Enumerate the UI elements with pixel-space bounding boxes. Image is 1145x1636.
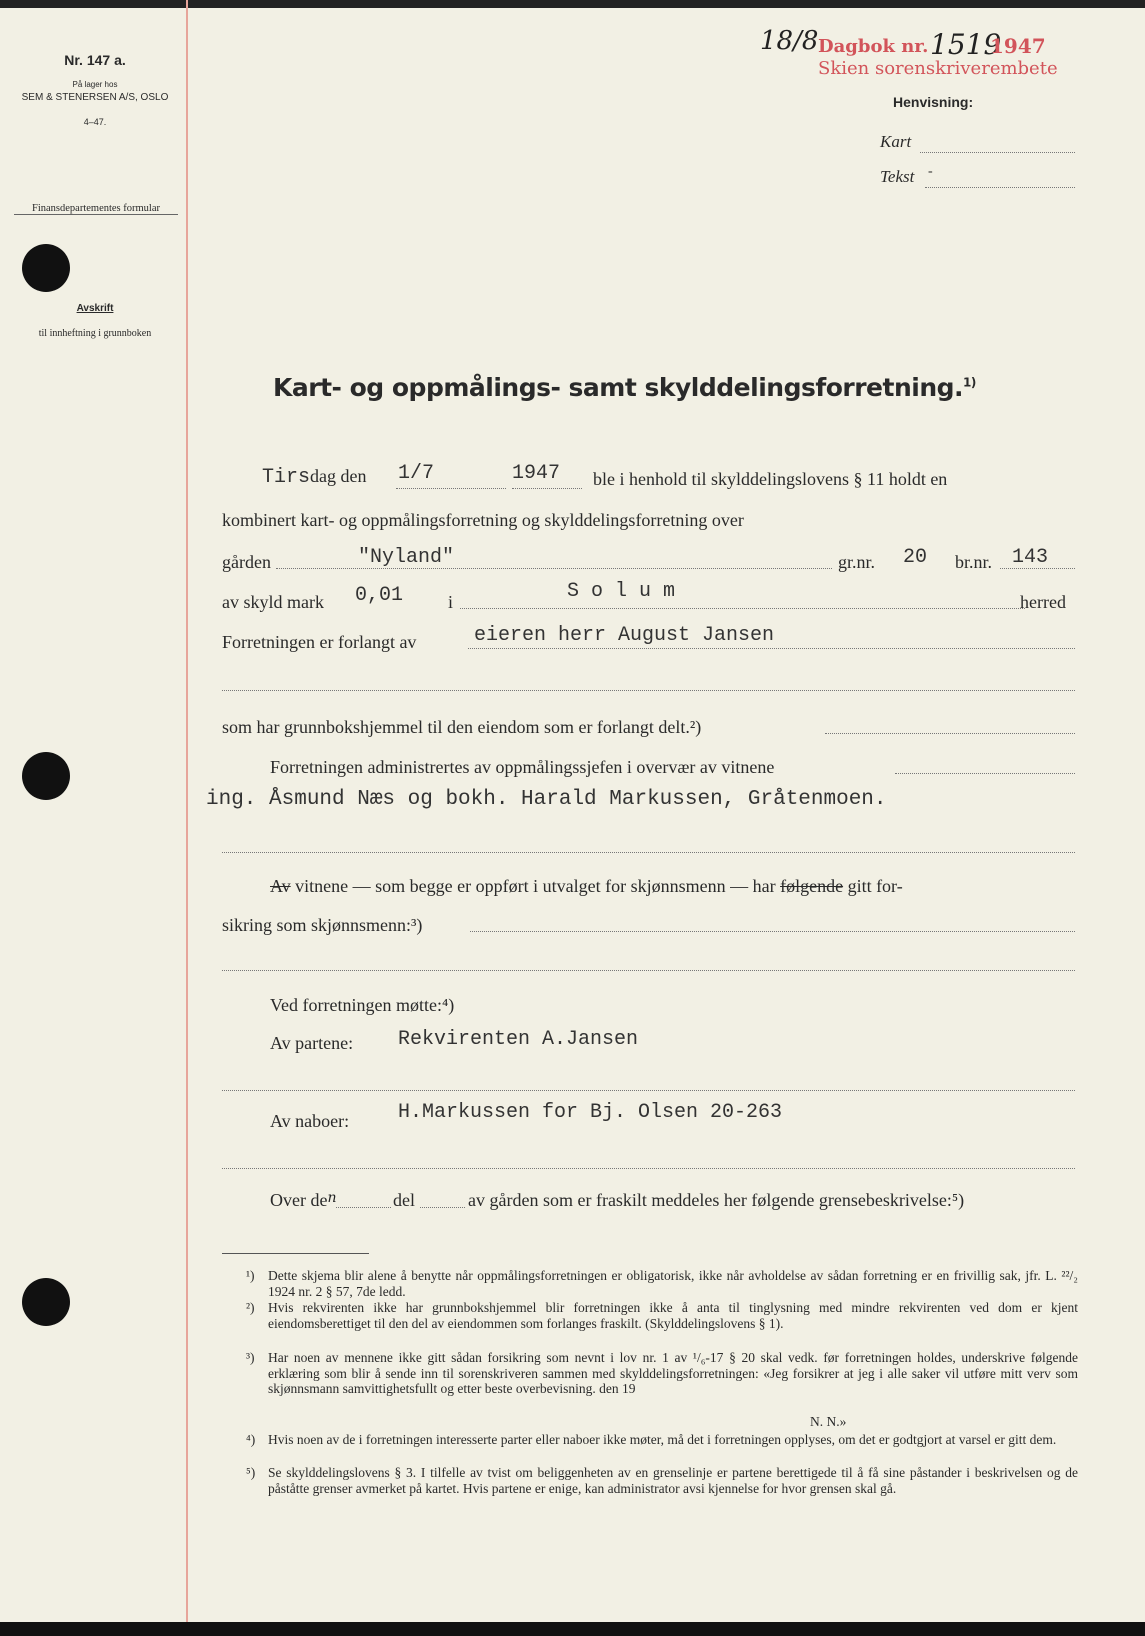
del-label: del <box>393 1190 415 1210</box>
dagbok-number: 1519 <box>930 28 1002 61</box>
edition: 4–47. <box>83 117 107 127</box>
document-title: Kart- og oppmålings- samt skylddelingsforretning.$^{1)}$ <box>273 373 976 402</box>
skyld-value: 0,01 <box>355 584 404 607</box>
over-label: Over $de^n$ <box>270 1190 337 1210</box>
date-value: 1/7 <box>398 462 435 485</box>
witnesses: ing. Åsmund Næs og bokh. Harald Markussen, Gråtenmoen. <box>206 788 887 811</box>
day-prefix: Tirs <box>262 466 311 489</box>
tekst-value: - <box>928 164 933 179</box>
day-label: dag den <box>310 466 367 486</box>
herred-label: herred <box>1020 592 1066 612</box>
vitnene-line: Av vitnene — som begge er oppført i utvalget for skjønnsmenn — har følgende gitt for- <box>270 876 903 896</box>
footnote-3: ³) Har noen av mennene ikke gitt sådan forsikring som nevnt i lov nr. 1 av ¹/₆-17 § 20 skal vedk. før forretningen holdes, underskrive følgende erklæring som blir å sende inn til sorenskriveren sammen med skylddelingsforretningen: «Jeg forsikrer at jeg i alle saker vil utføre mitt verv som skjønnsmann samvittighetsfullt og etter beste overbevisning. den 19 <box>246 1350 1078 1396</box>
tekst-label: Tekst <box>880 167 915 186</box>
farm-label: gården <box>222 552 271 572</box>
copy-title: Avskrift <box>76 303 114 314</box>
requested-by: eieren herr August Jansen <box>474 624 775 647</box>
intro-text: ble i henhold til skylddelingslovens § 11 holdt en <box>593 469 948 489</box>
handwritten-date: 18/8 <box>760 26 819 56</box>
hjemmel-text: som har grunnbokshjemmel til den eiendom som er forlangt delt.²) <box>222 717 702 737</box>
footnote-divider <box>222 1253 369 1254</box>
copy-subtitle: til innheftning i grunnboken <box>38 328 152 339</box>
neighbors-value: H.Markussen for Bj. Olsen 20-263 <box>398 1101 783 1124</box>
year-value: 1947 <box>512 462 561 485</box>
grnr-value: 20 <box>903 546 928 569</box>
footnote-4: ⁴) Hvis noen av de i forretningen interesserte parter eller naboer ikke møter, må det i forretningen opplyses, om det er godtgjort at varsel er gitt dem. <box>246 1432 1057 1447</box>
scan-edge-bottom <box>0 1622 1145 1636</box>
i-label: i <box>448 592 454 612</box>
publisher-line1: På lager hos <box>72 80 118 89</box>
requested-label: Forretningen er forlangt av <box>222 632 417 652</box>
brnr-label: br.nr. <box>955 552 993 572</box>
neighbors-label: Av naboer: <box>270 1111 350 1131</box>
dagbok-year: 1947 <box>990 34 1046 58</box>
reference-label: Henvisning: <box>893 94 974 110</box>
punch-hole <box>22 752 70 800</box>
over-text: av gården som er fraskilt meddeles her følgende grensebeskrivelse:⁵) <box>468 1190 965 1210</box>
footnote-1: ¹) Dette skjema blir alene å benytte når oppmålingsforretningen er obligatorisk, ikke når avholdelse av sådan forretning er en frivillig sak, jfr. L. ²²/₂ 1924 nr. 2 § 57, 7de ledd. <box>246 1268 1078 1299</box>
footnote-3-signature: N. N.» <box>810 1414 847 1429</box>
brnr-value: 143 <box>1012 546 1049 569</box>
grnr-label: gr.nr. <box>838 552 876 572</box>
publisher-line2: SEM & STENERSEN A/S, OSLO <box>21 92 169 103</box>
dagbok-label: Dagbok nr. <box>818 36 929 57</box>
margin-line <box>186 0 188 1636</box>
parties-value: Rekvirenten A.Jansen <box>398 1028 639 1051</box>
skyld-label: av skyld mark <box>222 592 324 612</box>
farm-name: "Nyland" <box>358 546 455 569</box>
punch-hole <box>22 244 70 292</box>
scan-edge-top <box>0 0 1145 8</box>
herred-name: S o l u m <box>567 580 676 603</box>
form-number: Nr. 147 a. <box>64 52 126 68</box>
met-label: Ved forretningen møtte:⁴) <box>270 995 455 1015</box>
admin-text: Forretningen administrertes av oppmålingssjefen i overvær av vitnene <box>270 757 775 777</box>
kart-label: Kart <box>880 132 912 151</box>
footnote-2: ²) Hvis rekvirenten ikke har grunnbokshjemmel blir forretningen ikke å anta til tinglysning med mindre rekvirenten ved dom er kjent eiendomsberettiget til den del av eiendommen som forlanges fraskilt. (Skylddelingslovens § 1). <box>246 1300 1078 1331</box>
parties-label: Av partene: <box>270 1033 354 1053</box>
intro-line2: kombinert kart- og oppmålingsforretning og skylddelingsforretning over <box>222 510 744 530</box>
formular-label: Finansdepartementes formular <box>14 203 178 215</box>
footnote-5: ⁵) Se skylddelingslovens § 3. I tilfelle av tvist om beliggenheten av en grenselinje er partene berettigede til å få sine påstander i beskrivelsen og de påståtte grenser avmerket på kartet. Hvis partene er enige, kan administrator avsi kjennelse for hvor grensen skal gå. <box>246 1465 1078 1496</box>
sikring-text: sikring som skjønnsmenn:³) <box>222 915 423 935</box>
office-stamp: Skien sorenskriverembete <box>818 58 1058 79</box>
punch-hole <box>22 1278 70 1326</box>
